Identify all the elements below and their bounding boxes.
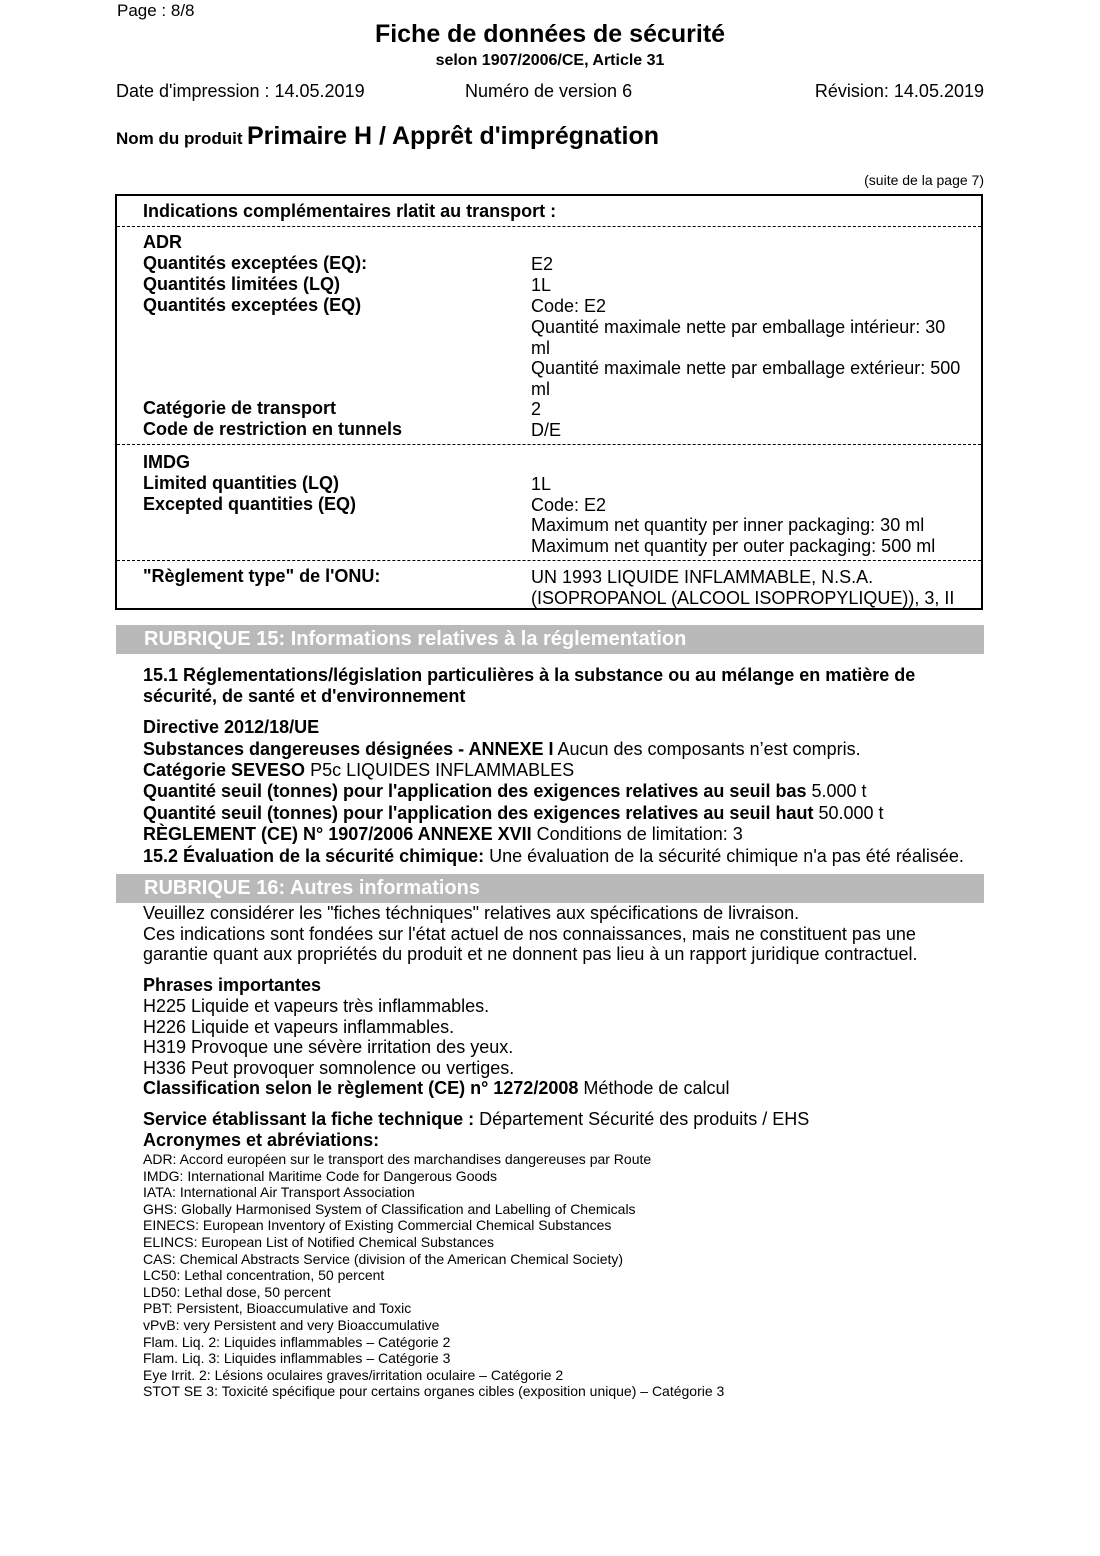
regulation-value: Conditions de limitation: 3 [531, 824, 743, 844]
adr-row-label: Code de restriction en tunnels [143, 419, 403, 439]
acronym-item: Flam. Liq. 2: Liquides inflammables – Catégorie 2 [143, 1333, 451, 1350]
transport-heading: Indications complémentaires rlatit au transport : [143, 201, 557, 221]
acronym-item: GHS: Globally Harmonised System of Classification and Labelling of Chemicals [143, 1200, 636, 1217]
regulation-line [143, 760, 988, 781]
classification-label: Classification selon le règlement (CE) n° 1272/2008 [143, 1078, 579, 1098]
acronym-item: ELINCS: European List of Notified Chemical Substances [143, 1234, 494, 1250]
un-label: "Règlement type" de l'ONU: [143, 566, 381, 586]
adr-row-value: Code: E2 [531, 296, 607, 316]
classification-line [143, 1078, 988, 1099]
acronym-item: LC50: Lethal concentration, 50 percent [143, 1267, 385, 1284]
revision-date: Révision: 14.05.2019 [814, 81, 984, 101]
divider [117, 444, 981, 445]
regulation-label: RÈGLEMENT (CE) N° 1907/2006 ANNEXE XVII [143, 824, 532, 844]
regulation-line [143, 824, 988, 845]
divider [117, 226, 981, 227]
acronym-item: IMDG: International Maritime Code for Dangerous Goods [143, 1167, 498, 1184]
imdg-row-value: Maximum net quantity per outer packaging: 500 ml [531, 536, 936, 556]
imdg-title: IMDG [143, 452, 190, 472]
print-date: Date d'impression : 14.05.2019 [116, 81, 365, 101]
adr-row-value: E2 [531, 254, 554, 274]
acronym-item: Eye Irrit. 2: Lésions oculaires graves/irritation oculaire – Catégorie 2 [143, 1366, 564, 1383]
regulation-value: P5c LIQUIDES INFLAMMABLES [305, 760, 575, 780]
regulation-line [143, 739, 988, 760]
service-value: Département Sécurité des produits / EHS [474, 1109, 810, 1129]
imdg-row-label: Limited quantities (LQ) [143, 473, 339, 493]
regulation-label: Catégorie SEVESO [143, 760, 306, 780]
hazard-phrase: H225 Liquide et vapeurs très inflammables. [143, 996, 490, 1016]
regulation-value: 50.000 t [813, 803, 884, 823]
adr-row-label: Quantités exceptées (EQ) [143, 295, 362, 315]
imdg-row-value: Code: E2 [531, 495, 607, 515]
hazard-phrase: H226 Liquide et vapeurs inflammables. [143, 1016, 455, 1037]
adr-row-label: Catégorie de transport [143, 398, 337, 418]
imdg-row-label: Excepted quantities (EQ) [143, 494, 357, 514]
un-value-2: (ISOPROPANOL (ALCOOL ISOPROPYLIQUE)), 3, II [531, 588, 955, 608]
continued-note: (suite de la page 7) [864, 172, 984, 188]
adr-row-value: 1L [531, 275, 552, 295]
info-paragraph-line: Ces indications sont fondées sur l'état actuel de nos connaissances, mais ne constituent pas une [143, 924, 916, 944]
regulation-label: Quantité seuil (tonnes) pour l'application des exigences relatives au seuil bas [143, 781, 807, 801]
directive-line: Directive 2012/18/UE [143, 717, 320, 737]
hazard-phrase: H319 Provoque une sévère irritation des yeux. [143, 1037, 514, 1058]
adr-row-value: 2 [531, 399, 542, 419]
regulation-label: 15.2 Évaluation de la sécurité chimique: [143, 846, 485, 866]
product-name: Primaire H / Apprêt d'imprégnation [246, 122, 660, 150]
acronym-item: vPvB: very Persistent and very Bioaccumulative [143, 1317, 440, 1333]
adr-row-value: ml [531, 379, 550, 399]
service-line [143, 1109, 988, 1130]
regulation-label: Quantité seuil (tonnes) pour l'application des exigences relatives au seuil haut [143, 803, 814, 823]
imdg-row-value: Maximum net quantity per inner packaging: 30 ml [531, 515, 925, 535]
document-subtitle: selon 1907/2006/CE, Article 31 [435, 52, 665, 69]
product-label: Nom du produit [116, 129, 243, 148]
service-label: Service établissant la fiche technique : [143, 1109, 475, 1129]
regulation-label: Substances dangereuses désignées - ANNEXE I [143, 739, 554, 759]
section16-heading: RUBRIQUE 16: Autres informations [116, 874, 984, 903]
adr-title: ADR [143, 232, 182, 252]
regulation-line [143, 846, 988, 867]
acronym-item: ADR: Accord européen sur le transport des marchandises dangereuses par Route [143, 1151, 652, 1167]
acronym-item: Flam. Liq. 3: Liquides inflammables – Catégorie 3 [143, 1350, 451, 1367]
regulation-line [143, 781, 988, 802]
regulation-value: 5.000 t [806, 781, 867, 801]
regulation-line [143, 803, 988, 824]
acronym-item: EINECS: European Inventory of Existing Commercial Chemical Substances [143, 1217, 612, 1234]
acronym-item: STOT SE 3: Toxicité spécifique pour certains organes cibles (exposition unique) – Catégorie 3 [143, 1383, 725, 1400]
imdg-row-value: 1L [531, 474, 552, 494]
adr-row-label: Quantités limitées (LQ) [143, 274, 341, 294]
acronym-item: CAS: Chemical Abstracts Service (division of the American Chemical Society) [143, 1250, 624, 1267]
regulation-value: Une évaluation de la sécurité chimique n'a pas été réalisée. [484, 846, 964, 866]
info-paragraph-line: garantie quant aux propriétés du produit et ne donnent pas lieu à un rapport juridique contractuel. [143, 944, 918, 964]
section15-sub1-line1: 15.1 Réglementations/législation particulières à la substance ou au mélange en matière de [143, 665, 916, 685]
section15-sub1-line2: sécurité, de santé et d'environnement [143, 686, 466, 706]
hazard-phrase: H336 Peut provoquer somnolence ou vertiges. [143, 1058, 515, 1079]
acronym-item: LD50: Lethal dose, 50 percent [143, 1283, 331, 1300]
adr-row-value: Quantité maximale nette par emballage extérieur: 500 [531, 358, 961, 378]
info-paragraph-line: Veuillez considérer les "fiches téchniques" relatives aux spécifications de livraison. [143, 903, 800, 923]
un-value-1: UN 1993 LIQUIDE INFLAMMABLE, N.S.A. [531, 567, 874, 587]
phrases-title: Phrases importantes [143, 975, 322, 995]
adr-row-value: D/E [531, 420, 562, 440]
document-title: Fiche de données de sécurité [374, 20, 726, 48]
product-header [116, 122, 659, 151]
section15-heading: RUBRIQUE 15: Informations relatives à la réglementation [116, 625, 984, 654]
divider [117, 560, 981, 561]
regulation-value: Aucun des composants n’est compris. [553, 739, 861, 759]
acronym-item: IATA: International Air Transport Association [143, 1184, 415, 1201]
version-number: Numéro de version 6 [465, 81, 633, 101]
classification-value: Méthode de calcul [578, 1078, 730, 1098]
page-number: Page : 8/8 [117, 1, 195, 20]
acronym-item: PBT: Persistent, Bioaccumulative and Toxic [143, 1300, 412, 1317]
acronyms-title: Acronymes et abréviations: [143, 1130, 380, 1150]
adr-row-label: Quantités exceptées (EQ): [143, 253, 368, 273]
adr-row-value: ml [531, 338, 550, 358]
adr-row-value: Quantité maximale nette par emballage intérieur: 30 [531, 317, 946, 337]
